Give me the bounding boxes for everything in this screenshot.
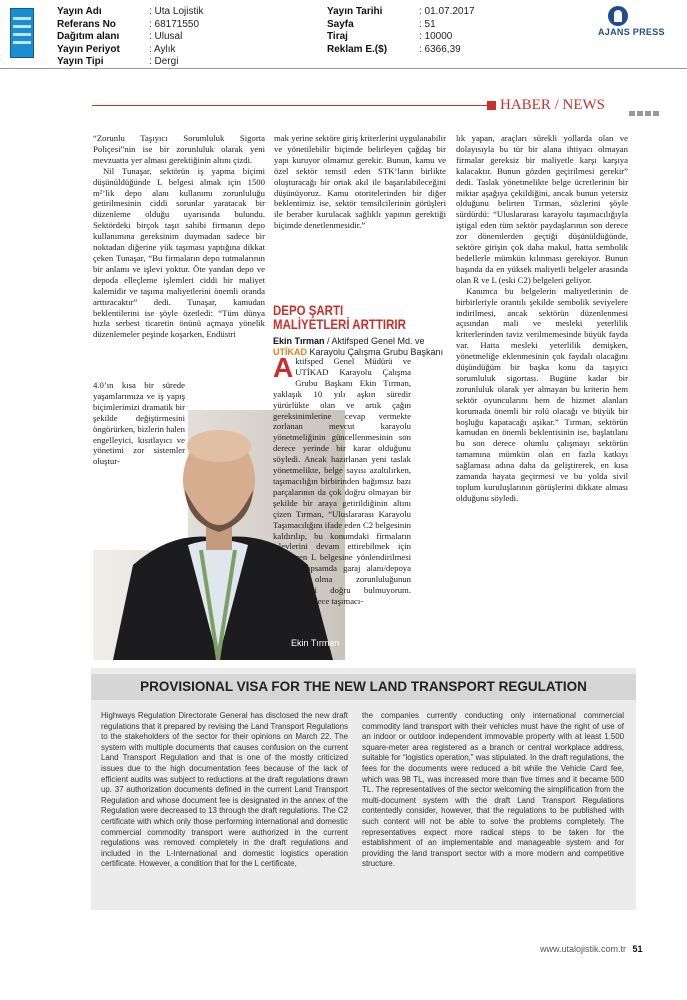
meta-value: : Dergi [149,56,179,67]
article-column-1 [93,133,265,340]
ajans-press-logo-text: AJANS PRESS [598,27,665,37]
meta-value: : 51 [419,18,436,30]
article-byline [273,336,445,358]
section-marker-icon [487,101,496,110]
footer-site: www.utalojistik.com.tr [540,944,627,954]
headline-line: MALİYETLERİ ARTTIRIR [273,316,406,332]
section-label: HABER / NEWS [500,97,605,113]
meta-label: Sayfa [327,18,354,30]
summary-title: PROVISIONAL VISA FOR THE NEW LAND TRANSPORT REGULATION [91,674,636,700]
article-paragraph: lık yapan, araçları sürekli yollarda olan ve dolayısıyla bu tür bir alana ihtiyacı olmayan firmalar gereksiz bir maliyetle karşı karşıya kalacaktır. Bunun gözden geçirilmesi gerekir” dedi. Taslak yönetmelikte belge ücretlerinin bir miktar aşağıya çekildiğini, ancak bunun yetersiz olduğunu belirten Tırman, sözlerini şöyle sürdürdü: “Uluslararası karayolu taşımacılığıyla iştigal eden tüm sektör paydaşlarının son derece zor dönemlerden geçtiği düşünüldüğünde, sektöre girişin çok daha makul, hatta sembolik bedellerle mümkün kılınması gerekiyor. Bunun başında da en yüksek maliyetli belgeler arasında olan R ve L (eski C2) belgeleri geliyor. [456,133,628,285]
summary-column-2: the companies currently conducting only international commercial commodity land transport with their vehicles must have the right of use of an indoor or outdoor independent immovable property with at least 1.500 square-meter area registered as a branch or central workplace address, suitable for “logistics operation,” was stipulated. In the draft regulations, the fees for the documents were reduced a bit while the Vehicle Card fee, which was 98 TL, was increased more than five times and it became 500 TL. The representatives of the sector welcoming the simplification from the multi-document system with the draft Land Transport Regulations contentedly consider, however, that the regulations to be published with such content will not be able to solve the problems completely. The representatives expect more radical steps to be taken for the establishment of an implementable and manageable system and for providing the land transport sector with a more modern and competitive structure. [362,711,624,869]
page-number: 51 [632,944,643,954]
byline-org: UTİKAD [273,347,307,357]
meta-value: : 6366,39 [419,43,461,55]
header-meta-right [327,6,475,56]
article-column-2-body [273,352,445,656]
meta-value: : Uta Lojistik [149,6,204,17]
byline-role: Karayolu Çalışma Grubu Başkanı [307,347,444,357]
article-paragraph: ktifsped Genel Müdürü ve UTİKAD Karayolu Çalışma Grubu Başkanı Ekin Tırman, yaklaşık 10 yılı aşkın süredir yürürlükte olan ve artık çağın gereksinimlerine cevap vermekte zorlanan mevcut karayolu yönetmeliğinin güncellenmesinin son derece yerinde bir karar olduğunu söyledi. Ancak hazırlanan yeni taslak yönetmelikte, belge sayısı azaltılırken, taşımacılığın birbirinden bağımsız bazı parçalarının da çok doğru olmayan bir şekilde bir araya getirildiğinin altını çizen Tırman, “Uluslararası Karayolu Taşımacılığını ifade eden C2 belgesinin kaldırılıp, bu konumdaki firmaların işlevlerini devam ettirebilmek için mecburen L belgesine yönlendirilmesi ve bu kapsamda garaj alanı/depoya sahip olma zorunluluğunun getirilmesini doğru bulmuyorum. Sektörde sadece taşımacı- [273,356,411,606]
headline-line: DEPO ŞARTI [273,302,344,318]
photo-wrap-spacer [411,356,445,656]
meta-value: : Ulusal [149,31,183,42]
section-rule [92,105,492,106]
document-icon [10,8,34,58]
header-meta-left [57,6,203,69]
meta-label: Tiraj [327,31,348,42]
article-paragraph: Nil Tunaşar, sektörün iş yapma biçimi düşünüldüğünde L belgesi almak için 1500 m²’lik depo alanı kullanımı zorunluluğu getirilmesinin ciddi sorunlar yaratacak bir düzenleme olduğu uyarısında bulundu. Sektördeki birçok taşıt sahibi firmanın depo kullanımına gereksinim duymadan sadece bir noktadan diğerine yük taşıması yaptığına dikkat çeken Tunaşar, “Bu firmaların depo tutmalarının bir anlamı ve işlevi yoktur. Öte yandan depo ve depoda elleçleme işlemleri ciddi bir maliyet kalemidir ve taşıma maliyetlerini önemli oranda arttıracaktır” dedi. Tunaşar, kamudan beklentilerini ise şöyle özetledi: “Tüm dünya hızla serbest ticaretin önünü açmaya yönelik düzenlemeler peşinde koşarken, Endüstri [93,165,265,340]
meta-label: Yayın Tipi [57,56,104,67]
meta-label: Yayın Tarihi [327,6,383,17]
meta-value: : 01.07.2017 [419,6,475,17]
meta-label: Dağıtım alanı [57,31,120,42]
meta-label: Reklam E.($) [327,43,388,55]
article-column-3 [456,133,628,504]
meta-label: Referans No [57,18,116,30]
meta-label: Yayın Adı [57,6,102,17]
meta-value: : Aylık [149,43,176,55]
byline-name: Ekin Tırman [273,336,325,346]
article-paragraph: “Zorunlu Taşıyıcı Sorumluluk Sigorta Poliçesi”nin ise bir zorunluluk olarak yeni mevzuatta yer alması gerektiğinin altını çizdi. [93,133,265,165]
ajans-press-logo-icon [608,6,628,26]
meta-label: Yayın Periyot [57,43,120,55]
drop-cap: A [273,352,294,383]
article-paragraph: Kanımca bu belgelerin maliyetlerinin de birbirleriyle orantılı şekilde sembolik seviyelere indirilmesi, ancak sektörün düzenlenmesi açısından mali ve mesleki yeterlilik kriterlerinden taviz verilmemesinde büyük fayda var. Hatta mesleki yeterlilik demişken, yönetmeliğe eklenmesinin çok faydalı olacağını düşündüğüm bir başka konu da taşıyıcı sorumluluk sigortası. Bugüne kadar bir zorunluluk olarak yer almayan bu kriterin hem sektör oyuncularını hem de hizmet alanları korumada önemli bir rolü olacağı ve büyük bir boşluğu kapatacağı aşikar.” Tırman, sektörün kamudan en önemli beklentisinin ise, başlatılanı bu son derece olumlu çalışmayı sektörün tamamına mümkün olan en fazla katkıyı sağlaması adına daha da geliştirerek, en kısa zamanda hayata geçirmesi ve bu yolda sivil toplum kuruluşlarının görüşlerini dikkate alması olduğunu söyledi. [456,285,628,503]
article-column-1-wrap: 4.0’ın kısa bir sürede yaşamlarımıza ve iş yapış biçimlerimizi dramatik bir şekilde değiştirmesini öngörürken, bizlerin halen engelleyici, kısıtlayıcı ve yönetimi zor sistemler oluştur- [93,380,185,467]
section-dots [629,103,661,121]
summary-column-1: Highways Regulation Directorate General has disclosed the new draft regulations that it prepared by revising the Land Transport Regulations to the stakeholders of the sector for their opinions on March 22. The system with multiple documents that causes confusion on the current Land Transport Regulation and that is one of the mostly criticized issues due to the high documentation fees because of the lack of efficient audits was subject to reductions at the draft regulations drawn up. 37 authorization documents defined in the current Land Transport Regulation and whose document fee is designated in the annex of the Regulation were decreased to 13 through the draft regulations. The C2 certificate with which only those performing international and domestic commercial commodity transport were authorized in the current regulations was removed completely in the draft regulations and included in the L-International and domestic logistics operation certificate. However, a condition that for the L certificate, [101,711,348,869]
meta-value: : 68171550 [149,18,200,30]
photo-caption: Ekin Tırman [291,638,340,648]
byline-title: / Aktifsped Genel Md. ve [324,336,425,346]
page-footer [540,944,643,954]
article-headline [273,303,406,331]
meta-value: : 10000 [419,31,453,42]
article-column-2: mak yerine sektöre giriş kriterlerini uygulanabilir ve yönetilebilir biçimde belirleyen çağdaş bir yapı kuruyor olmamız gerekir. Bunun, kamu ve özel sektör temsil eden STK’ların birlikte oluşturacağı bir ortak akıl ile başarılabileceğini düşünüyoruz. Kamu otoritelerinden bir diğer beklentimiz ise, sektör temsilcilerinin görüşleri ile beraber kurulacak sağlıklı yapının gerektiği biçimde denetlenmesidir.” [274,133,446,231]
